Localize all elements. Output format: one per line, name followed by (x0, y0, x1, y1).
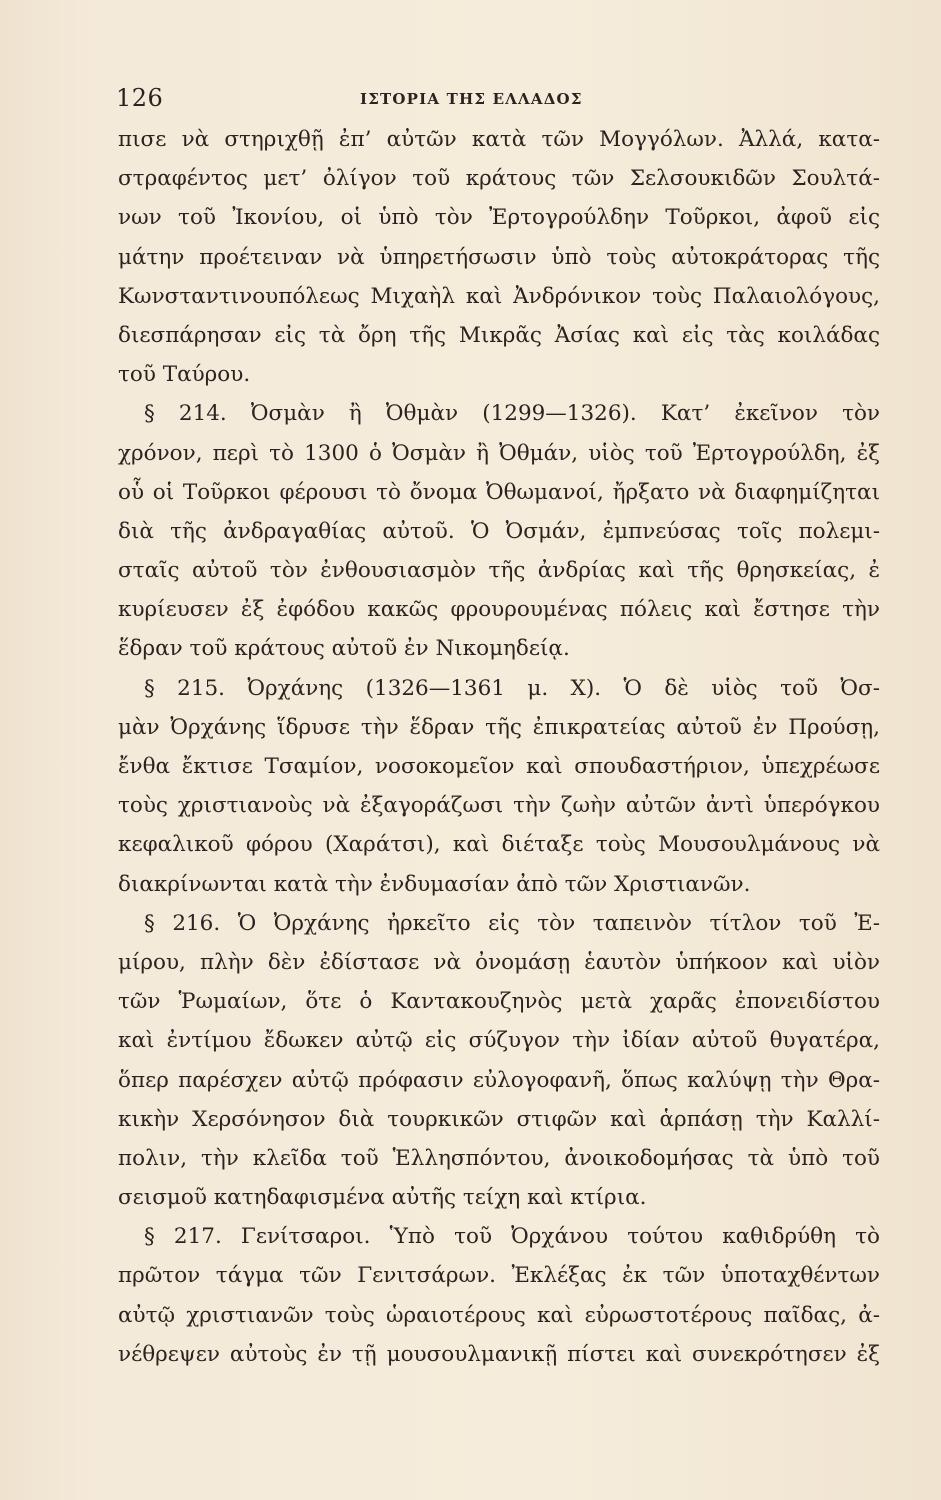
text-line: διεσπάρησαν εἰς τὰ ὄρη τῆς Μικρᾶς Ἀσίας καὶ εἰς τὰς κοιλάδας (118, 322, 880, 348)
text-line: τῶν Ῥωμαίων, ὅτε ὁ Καντακουζηνὸς μετὰ χαρᾶς ἐπονειδίστου (118, 989, 880, 1015)
text-line: καὶ ἐντίμου ἔδωκεν αὐτῷ εἰς σύζυγον τὴν ἰδίαν αὐτοῦ θυγατέρα, (118, 1028, 880, 1054)
text-line: νων τοῦ Ἰκονίου, οἱ ὑπὸ τὸν Ἐρτογρούλδην Τοῦρκοι, ἀφοῦ εἰς (118, 205, 880, 231)
section-heading-216: § 216. Ὁ Ὀρχάνης ἠρκεῖτο εἰς τὸν ταπεινὸν τίτλον τοῦ Ἐ- (144, 910, 880, 936)
text-line: κυρίευσεν ἐξ ἐφόδου κακῶς φρουρουμένας πόλεις καὶ ἔστησε τὴν (118, 597, 880, 623)
text-line: τοὺς χριστιανοὺς νὰ ἐξαγοράζωσι τὴν ζωὴν αὐτῶν ἀντὶ ὑπερόγκου (118, 793, 880, 819)
text-line: μάτην προέτειναν νὰ ὑπηρετήσωσιν ὑπὸ τοὺς αὐτοκράτορας τῆς (118, 244, 880, 270)
text-line: οὗ οἱ Τοῦρκοι φέρουσι τὸ ὄνομα Ὀθωμανοί, ἤρξατο νὰ διαφημίζηται (118, 479, 880, 505)
text-line: πισε νὰ στηριχθῇ ἐπ’ αὐτῶν κατὰ τῶν Μογγόλων. Ἀλλά, κατα- (118, 127, 880, 152)
text-line: Κωνσταντινουπόλεως Μιχαὴλ καὶ Ἀνδρόνικον τοὺς Παλαιολόγους, (118, 283, 880, 309)
text-line: στραφέντος μετ’ ὀλίγον τοῦ κράτους τῶν Σελσουκιδῶν Σουλτά- (118, 166, 880, 192)
text-line: κικὴν Χερσόνησον διὰ τουρκικῶν στιφῶν καὶ ἁρπάσῃ τὴν Καλλί- (118, 1106, 880, 1132)
text-line: μίρου, πλὴν δὲν ἐδίστασε νὰ ὀνομάσῃ ἑαυτὸν ὑπήκοον καὶ υἱὸν (118, 949, 880, 975)
text-line: μὰν Ὀρχάνης ἵδρυσε τὴν ἕδραν τῆς ἐπικρατείας αὐτοῦ ἐν Προύσῃ, (118, 714, 880, 740)
text-line: τοῦ Ταύρου. (118, 362, 251, 388)
text-line: ἕδραν τοῦ κράτους αὐτοῦ ἐν Νικομηδείᾳ. (118, 636, 570, 662)
body-text (118, 120, 880, 1374)
text-line: ἔνθα ἔκτισε Τσαμίον, νοσοκομεῖον καὶ σπουδαστήριον, ὑπεχρέωσε (118, 754, 880, 779)
text-line: αὐτῷ χριστιανῶν τοὺς ὡραιοτέρους καὶ εὐρωστοτέρους παῖδας, ἀ- (118, 1302, 880, 1328)
text-line: ὅπερ παρέσχεν αὐτῷ πρόφασιν εὐλογοφανῆ, ὅπως καλύψῃ τὴν Θρα- (118, 1067, 880, 1093)
section-heading-215: § 215. Ὀρχάνης (1326—1361 μ. Χ). Ὁ δὲ υἱὸς τοῦ Ὀσ- (144, 675, 880, 701)
text-line: χρόνον, περὶ τὸ 1300 ὁ Ὀσμὰν ἢ Ὀθμάν, υἱὸς τοῦ Ἐρτογρούλδη, ἐξ (118, 440, 880, 466)
text-line: διακρίνωνται κατὰ τὴν ἐνδυμασίαν ἀπὸ τῶν Χριστιανῶν. (118, 871, 751, 897)
section-heading-217: § 217. Γενίτσαροι. Ὑπὸ τοῦ Ὀρχάνου τούτου καθιδρύθη τὸ (144, 1224, 880, 1250)
text-line: πολιν, τὴν κλεῖδα τοῦ Ἑλλησπόντου, ἀνοικοδομήσας τὰ ὑπὸ τοῦ (118, 1145, 880, 1171)
page-number: 126 (116, 84, 164, 112)
running-title: ΙΣΤΟΡΙΑ ΤΗΣ ΕΛΛΑΔΟΣ (360, 90, 583, 108)
text-line: σεισμοῦ κατηδαφισμένα αὐτῆς τείχη καὶ κτίρια. (118, 1185, 647, 1211)
section-heading-214: § 214. Ὀσμὰν ἢ Ὀθμὰν (1299—1326). Κατ’ ἐκεῖνον τὸν (144, 401, 880, 427)
text-line: νέθρεψεν αὐτοὺς ἐν τῇ μουσουλμανικῇ πίστει καὶ συνεκρότησεν ἐξ (118, 1341, 880, 1367)
text-line: κεφαλικοῦ φόρου (Χαράτσι), καὶ διέταξε τοὺς Μουσουλμάνους νὰ (118, 832, 880, 858)
text-line: διὰ τῆς ἀνδραγαθίας αὐτοῦ. Ὁ Ὀσμάν, ἐμπνεύσας τοῖς πολεμι- (118, 518, 880, 544)
text-line: σταῖς αὐτοῦ τὸν ἐνθουσιασμὸν τῆς ἀνδρίας καὶ τῆς θρησκείας, ἐ (118, 558, 880, 584)
text-line: πρῶτον τάγμα τῶν Γενιτσάρων. Ἐκλέξας ἐκ τῶν ὑποταχθέντων (118, 1263, 880, 1289)
